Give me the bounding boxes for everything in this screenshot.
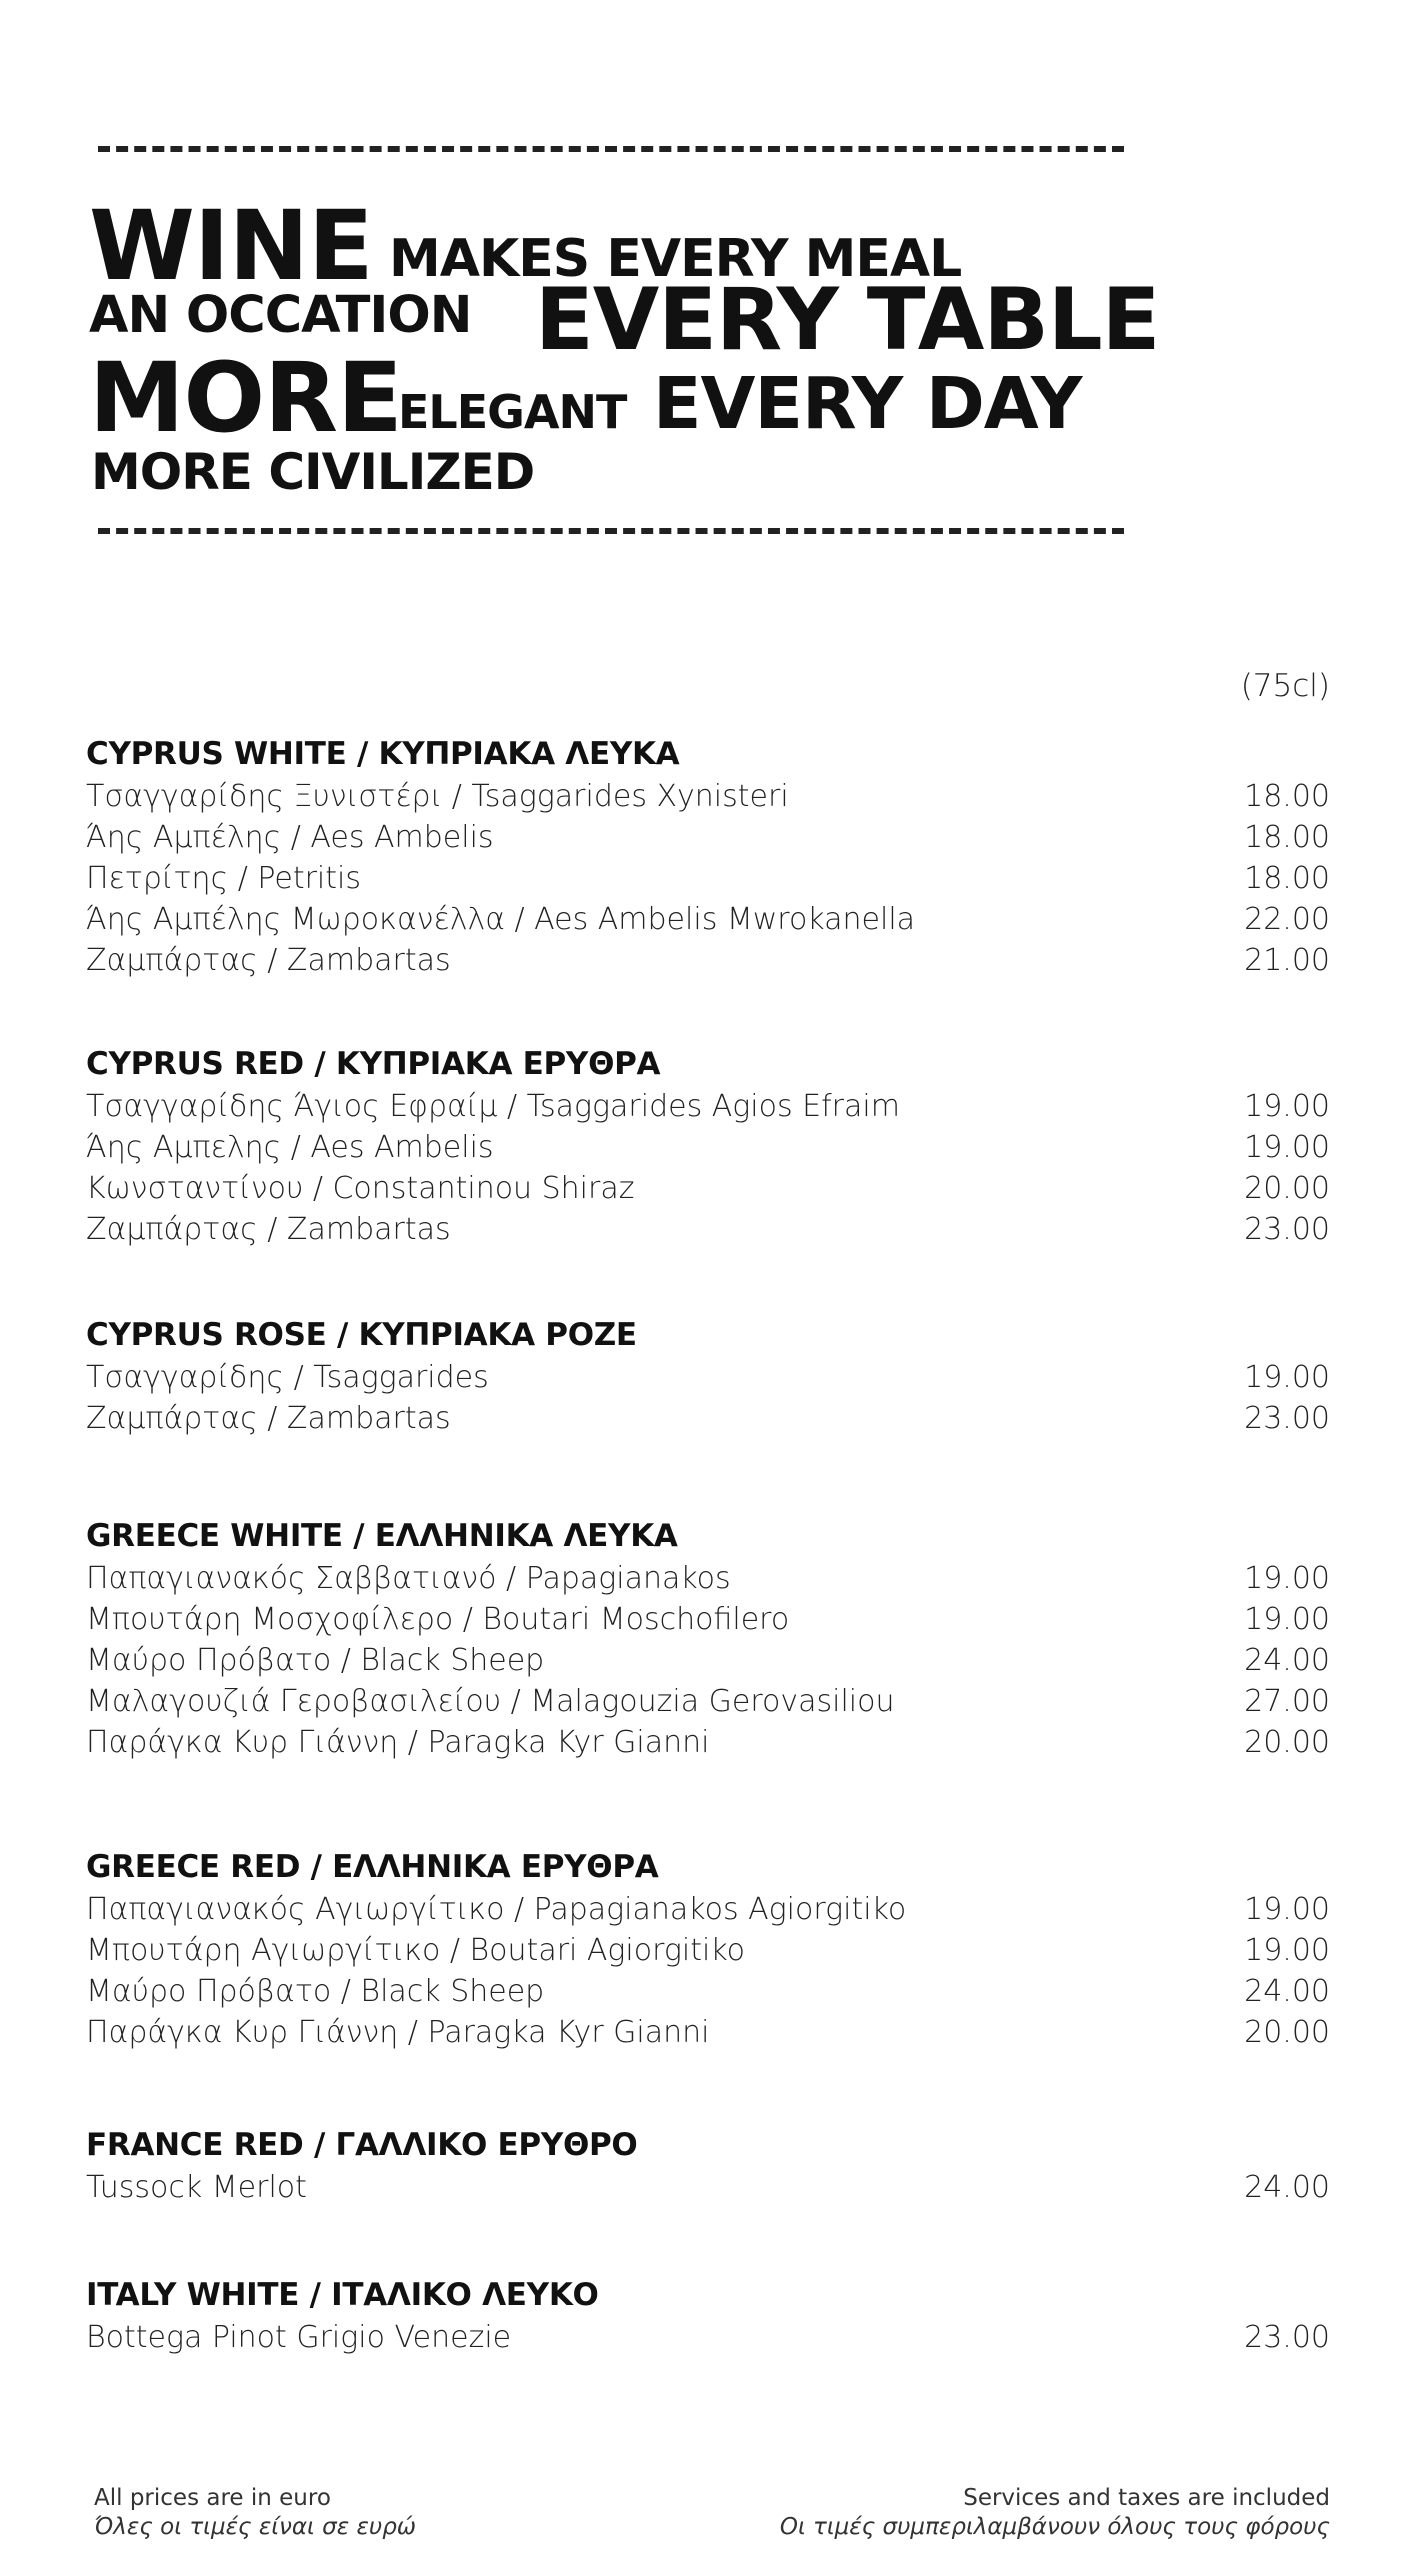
footer-taxes-included: Services and taxes are included [963,2485,1330,2511]
wine-price: 19.00 [1244,1089,1330,1124]
wine-name: Μπουτάρη Μοσχοφίλερο / Boutari Moschofilero [86,1602,790,1637]
wine-row [86,1168,1330,1209]
section-title: ITALY WHITE / ΙΤΑΛΙΚΟ ΛΕΥΚΟ [86,2277,599,2313]
section-title: CYPRUS WHITE / ΚΥΠΡΙΑΚΑ ΛΕΥΚΑ [86,736,680,772]
footer-left [94,2484,416,2542]
wine-row [86,940,1330,981]
wine-name: Μαλαγουζιά Γεροβασιλείου / Malagouzia Gerovasiliou [86,1684,895,1719]
wine-section [86,1845,1330,2053]
wine-row [86,1086,1330,1127]
wine-row [86,1681,1330,1722]
wine-price: 23.00 [1244,2320,1330,2355]
wine-name: Παράγκα Κυρ Γιάννη / Paragka Kyr Gianni [86,1725,710,1760]
wine-price: 20.00 [1244,1171,1330,1206]
wine-name: Άης Αμπελης / Aes Ambelis [86,1130,494,1165]
wine-name: Tussock Merlot [86,2170,307,2205]
wine-row [86,1127,1330,1168]
footer-right [780,2484,1330,2542]
headline-makes-every-meal: MAKES EVERY MEAL [389,229,962,289]
wine-section [86,1042,1330,1250]
headline-an-occation: AN OCCATION [89,286,472,345]
wine-price: 21.00 [1244,943,1330,978]
wine-price: 20.00 [1244,1725,1330,1760]
wine-row [86,858,1330,899]
wine-price: 18.00 [1244,779,1330,814]
bottom-dash-divider [98,528,1124,534]
wine-row [86,1209,1330,1250]
wine-name: Παπαγιανακός Αγιωργίτικο / Papagianakos Agiorgitiko [86,1892,907,1927]
wine-price: 23.00 [1244,1401,1330,1436]
wine-price: 19.00 [1244,1130,1330,1165]
wine-price: 24.00 [1244,2170,1330,2205]
wine-name: Τσαγγαρίδης / Tsaggarides [86,1360,489,1395]
wine-row [86,1558,1330,1599]
bottle-size-label: (75cl) [1240,668,1330,704]
wine-row [86,817,1330,858]
wine-price: 18.00 [1244,861,1330,896]
wine-name: Άης Αμπέλης / Aes Ambelis [86,820,494,855]
wine-price: 20.00 [1244,2015,1330,2050]
wine-name: Μπουτάρη Αγιωργίτικο / Boutari Agiorgitiko [86,1933,746,1968]
wine-section [86,1313,1330,1439]
wine-price: 24.00 [1244,1974,1330,2009]
headline-more: MORE [89,342,402,454]
wine-row [86,1357,1330,1398]
wine-name: Τσαγγαρίδης Ξυνιστέρι / Tsaggarides Xynisteri [86,779,789,814]
section-title: CYPRUS ROSE / ΚΥΠΡΙΑΚΑ ΡΟΖΕ [86,1317,637,1353]
footer-taxes-included-greek: Οι τιμές συμπεριλαμβάνουν όλους τους φόρους [779,2514,1330,2540]
wine-section [86,732,1330,981]
wine-name: Πετρίτης / Petritis [86,861,361,896]
headline-every-day: EVERY DAY [653,362,1082,445]
wine-section [86,2123,1330,2208]
wine-row [86,1398,1330,1439]
wine-row [86,2012,1330,2053]
wine-name: Ζαμπάρτας / Zambartas [86,943,451,978]
headline-elegant: ELEGANT [398,385,627,439]
wine-price: 18.00 [1244,820,1330,855]
wine-section [86,1514,1330,1763]
wine-name: Μαύρο Πρόβατο / Black Sheep [86,1974,545,2009]
wine-price: 22.00 [1244,902,1330,937]
wine-name: Παράγκα Κυρ Γιάννη / Paragka Kyr Gianni [86,2015,710,2050]
headline-every-table: EVERY TABLE [535,270,1160,370]
section-title: GREECE WHITE / ΕΛΛΗΝΙΚΑ ΛΕΥΚΑ [86,1518,678,1554]
wine-price: 19.00 [1244,1602,1330,1637]
headline-more-civilized: MORE CIVILIZED [91,443,535,501]
footer-prices-in-euro: All prices are in euro [94,2485,331,2511]
wine-row [86,2317,1330,2358]
wine-row [86,1640,1330,1681]
wine-section [86,2273,1330,2358]
section-title: CYPRUS RED / ΚΥΠΡΙΑΚΑ ΕΡΥΘΡΑ [86,1046,661,1082]
wine-row [86,776,1330,817]
top-dash-divider [98,146,1124,152]
wine-price: 19.00 [1244,1360,1330,1395]
wine-name: Παπαγιανακός Σαββατιανό / Papagianakos [86,1561,731,1596]
wine-price: 27.00 [1244,1684,1330,1719]
wine-row [86,1722,1330,1763]
wine-row [86,899,1330,940]
wine-price: 19.00 [1244,1892,1330,1927]
wine-name: Μαύρο Πρόβατο / Black Sheep [86,1643,545,1678]
wine-row [86,1971,1330,2012]
headline-wine: WINE [89,190,373,302]
section-title: FRANCE RED / ΓΑΛΛΙΚΟ ΕΡΥΘΡΟ [86,2127,638,2163]
section-title: GREECE RED / ΕΛΛΗΝΙΚΑ ΕΡΥΘΡΑ [86,1849,659,1885]
wine-name: Ζαμπάρτας / Zambartas [86,1212,451,1247]
wine-price: 19.00 [1244,1561,1330,1596]
wine-price: 24.00 [1244,1643,1330,1678]
wine-name: Ζαμπάρτας / Zambartas [86,1401,451,1436]
wine-name: Τσαγγαρίδης Άγιος Εφραίμ / Tsaggarides Agios Efraim [86,1089,900,1124]
wine-price: 23.00 [1244,1212,1330,1247]
wine-row [86,1889,1330,1930]
wine-name: Κωνσταντίνου / Constantinou Shiraz [86,1171,635,1206]
footer-prices-in-euro-greek: Όλες οι τιμές είναι σε ευρώ [94,2514,417,2540]
wine-name: Άης Αμπέλης Μωροκανέλλα / Aes Ambelis Mwrokanella [86,902,916,937]
wine-row [86,2167,1330,2208]
wine-name: Bottega Pinot Grigio Venezie [86,2320,512,2355]
wine-row [86,1599,1330,1640]
wine-price: 19.00 [1244,1933,1330,1968]
wine-row [86,1930,1330,1971]
